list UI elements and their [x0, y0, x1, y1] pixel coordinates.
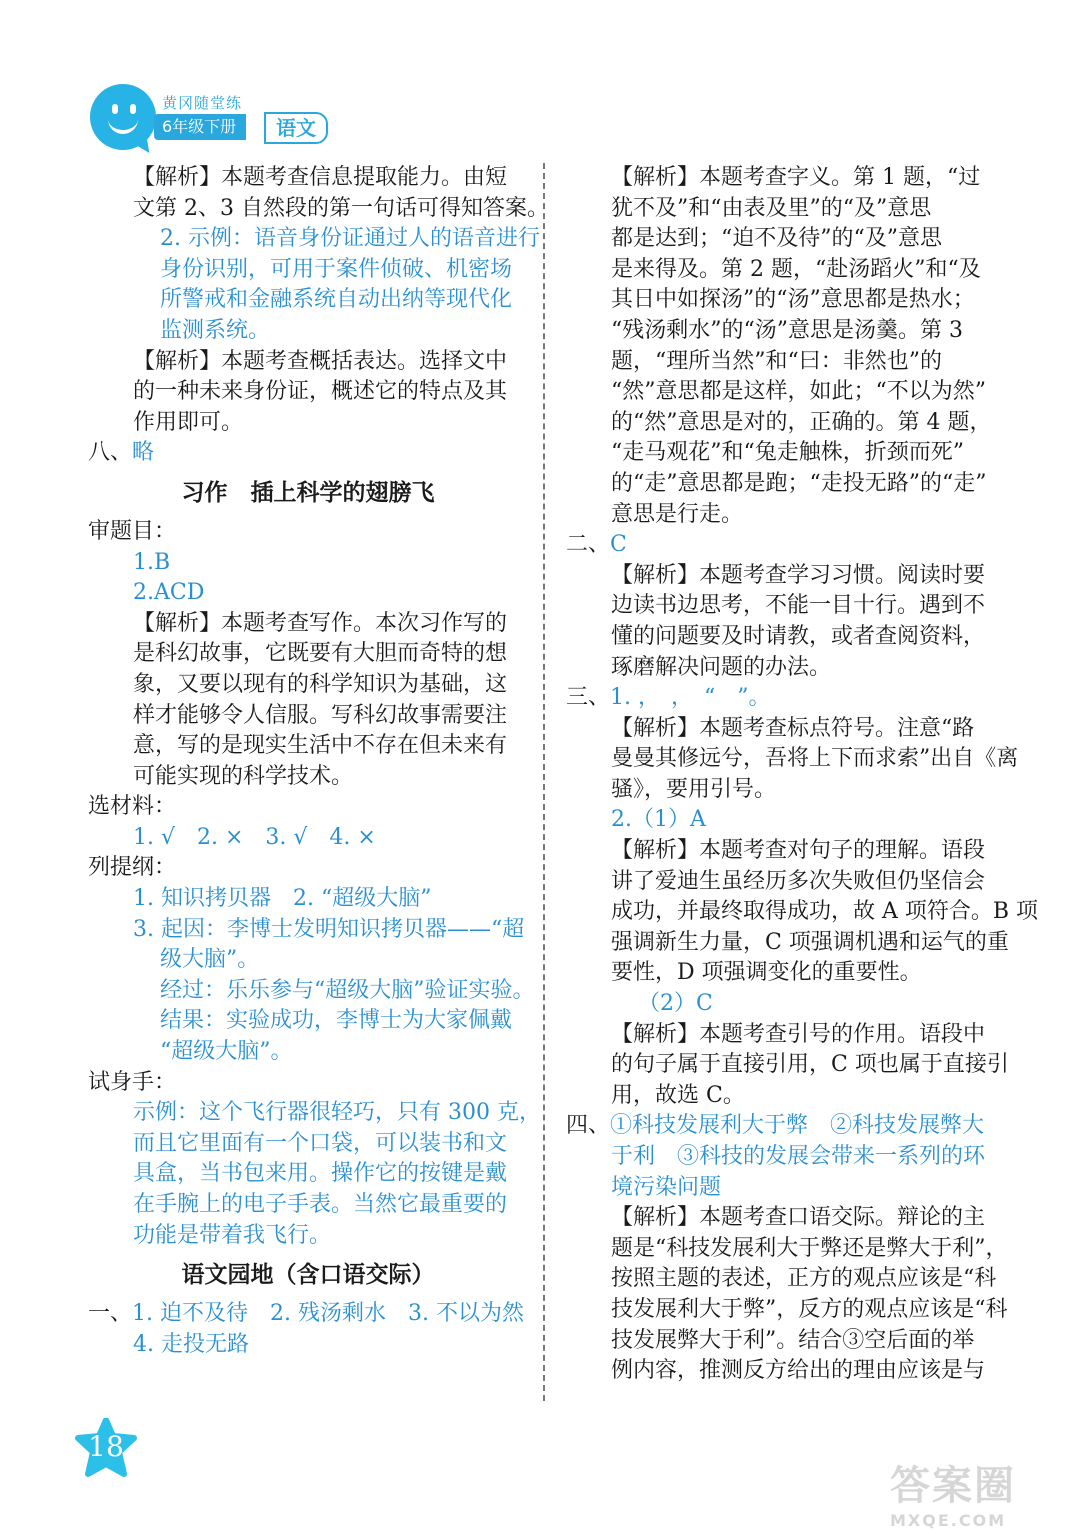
text-line: 技发展利大于弊”，反方的观点应该是“科 [611, 1296, 1008, 1322]
page-number: 18 [88, 1430, 124, 1463]
text-line: 按照主题的表述，正方的观点应该是“科 [611, 1266, 997, 1292]
text-line: 样才能够令人信服。写科幻故事需要注 [133, 702, 508, 728]
text-line: 都是达到；“迫不及待”的“及”意思 [611, 226, 942, 252]
answer-line: 身份识别，可用于案件侦破、机密场 [160, 256, 513, 282]
text-line: 讲了爱迪生虽经历多次失败但仍坚信会 [611, 868, 986, 894]
answer-line: 而且它里面有一个口袋，可以装书和文 [133, 1130, 508, 1156]
section-heading: 习作 插上科学的翅膀飞 [181, 478, 435, 506]
left-column [88, 163, 549, 1360]
text-line: 骚》，要用引号。 [611, 776, 777, 802]
column-divider [543, 163, 545, 1401]
text-line: 成功，并最终取得成功，故 A 项符合。B 项 [611, 899, 1039, 925]
answer-line: 1.B [133, 549, 171, 575]
text-line: 作用即可。 [133, 409, 244, 435]
question-number: 二、 [566, 532, 611, 558]
answer-line: 经过：乐乐参与“超级大脑”验证实验。 [160, 977, 535, 1003]
answer-line [566, 683, 1016, 714]
answer-line: 2. 示例：语音身份证通过人的语音进行 [160, 226, 540, 252]
text-line: 曼曼其修远兮，吾将上下而求索”出自《离 [611, 746, 1019, 772]
text-line: 技发展弊大于利”。结合③空后面的举 [611, 1327, 975, 1353]
text-line: 【解析】本题考查字义。第 1 题，“过 [611, 165, 981, 190]
text-line: “走马观花”和“兔走触株，折颈而死” [611, 440, 964, 466]
text-line: 【解析】本题考查标点符号。注意“路 [611, 715, 975, 741]
text-line: 【解析】本题考查写作。本次习作写的 [133, 610, 508, 636]
section-heading: 语文园地（含口语交际） [181, 1261, 435, 1289]
answer-line: 在手腕上的电子手表。当然它最重要的 [133, 1192, 508, 1217]
grade-label: 6年级下册 [154, 114, 246, 140]
text-line: 是来得及。第 2 题，“赴汤蹈火”和“及 [611, 256, 981, 282]
answer-line: 2.ACD [133, 580, 205, 606]
text-line: 审题目： [88, 518, 177, 544]
answer-line: 1. √ 2. × 3. √ 4. × [133, 824, 376, 850]
answer-line: 境污染问题 [611, 1174, 722, 1200]
text-line: 边读书边思考，不能一目十行。遇到不 [611, 593, 986, 619]
text-line: 强调新生力量，C 项强调机遇和运气的重 [611, 929, 1009, 955]
answer-line [88, 1299, 528, 1330]
answer-line [88, 438, 528, 469]
answer-line: 功能是带着我飞行。 [133, 1222, 332, 1248]
text-line: 题，“理所当然”和“曰：非然也”的 [611, 348, 942, 374]
subject-label: 语文 [264, 112, 328, 144]
answer-text: 1. 迫不及待 2. 残汤剩水 3. 不以为然 [132, 1301, 524, 1327]
answer-line: （2）C [638, 991, 713, 1017]
text-line: 象，又要以现有的科学知识为基础，这 [133, 671, 508, 697]
answer-line [566, 530, 1016, 561]
answer-line: 4. 走投无路 [133, 1331, 249, 1357]
text-line: 例内容，推测反方给出的理由应该是与 [611, 1358, 986, 1384]
text-line: 的“然”意思是对的，正确的。第 4 题， [611, 409, 992, 435]
answer-line: 1. 知识拷贝器 2. “超级大脑” [133, 886, 432, 912]
text-line: 的一种未来身份证，概述它的特点及其 [133, 379, 508, 405]
text-line: 是科幻故事，它既要有大胆而奇特的想 [133, 641, 508, 667]
text-line: 懂的问题要及时请教，或者查阅资料， [611, 623, 986, 649]
answer-line [566, 1111, 1016, 1142]
right-column [566, 163, 1039, 1387]
question-number: 四、 [566, 1113, 611, 1139]
watermark-url: MXQE.COM [890, 1511, 1007, 1530]
text-line: 琢磨解决问题的办法。 [611, 654, 832, 680]
answer-line: 监测系统。 [160, 317, 271, 343]
text-line: 题是“科技发展利大于弊还是弊大于利”， [611, 1235, 1008, 1261]
answer-line: 2.（1）A [611, 807, 706, 833]
answer-text: ①科技发展利大于弊 ②科技发展弊大 [610, 1113, 985, 1139]
text-line: 可能实现的科学技术。 [133, 763, 354, 789]
text-line: 的“走”意思都是跑；“走投无路”的“走” [611, 470, 987, 496]
answer-line: 于利 ③科技的发展会带来一系列的环 [611, 1144, 986, 1169]
answer-text: 略 [132, 440, 155, 466]
text-line: 意，写的是现实生活中不存在但未来有 [133, 733, 508, 759]
text-line: 犹不及”和“由表及里”的“及”意思 [611, 195, 932, 221]
watermark [890, 1454, 1060, 1528]
question-number: 一、 [88, 1301, 133, 1327]
answer-line: 结果：实验成功，李博士为大家佩戴 [160, 1008, 513, 1034]
text-line: 意思是行走。 [611, 501, 744, 527]
question-number: 三、 [566, 685, 611, 711]
answer-line: 具盒，当书包来用。操作它的按键是戴 [133, 1161, 508, 1187]
answer-line: 级大脑”。 [160, 947, 260, 973]
text-line: 列提纲： [88, 855, 177, 881]
text-line: 文第 2、3 自然段的第一句话可得知答案。 [133, 195, 549, 221]
text-line: 【解析】本题考查口语交际。辩论的主 [611, 1205, 986, 1231]
text-line: 【解析】本题考查信息提取能力。由短 [133, 165, 508, 190]
answer-line: “超级大脑”。 [160, 1039, 293, 1065]
answer-text: C [610, 532, 627, 558]
text-line: “然”意思都是这样，如此；“不以为然” [611, 379, 986, 405]
watermark-main: 答案圈 [890, 1463, 1016, 1509]
answer-text: 1. ， ， “ ”。 [610, 685, 771, 711]
answer-line: 所警戒和金融系统自动出纳等现代化 [160, 287, 513, 313]
text-line: “残汤剩水”的“汤”意思是汤羹。第 3 [611, 317, 963, 343]
text-line: 其日中如探汤”的“汤”意思都是热水； [611, 287, 975, 313]
book-header [88, 78, 348, 162]
answer-line: 3. 起因：李博士发明知识拷贝器——“超 [133, 916, 525, 942]
text-line: 【解析】本题考查对句子的理解。语段 [611, 838, 986, 864]
brand-title: 黄冈随堂练 [162, 94, 243, 112]
text-line: 【解析】本题考查概括表达。选择文中 [133, 348, 508, 374]
text-line: 选材料： [88, 794, 177, 820]
text-line: 的句子属于直接引用，C 项也属于直接引 [611, 1052, 1009, 1078]
text-line: 用，故选 C。 [611, 1082, 745, 1108]
answer-line: 示例：这个飞行器很轻巧，只有 300 克， [133, 1100, 541, 1126]
text-line: 【解析】本题考查学习习惯。阅读时要 [611, 562, 986, 588]
question-number: 八、 [88, 440, 133, 466]
text-line: 试身手： [88, 1069, 177, 1095]
page-number-badge [74, 1418, 138, 1478]
text-line: 要性，D 项强调变化的重要性。 [611, 960, 922, 986]
text-line: 【解析】本题考查引号的作用。语段中 [611, 1021, 986, 1047]
